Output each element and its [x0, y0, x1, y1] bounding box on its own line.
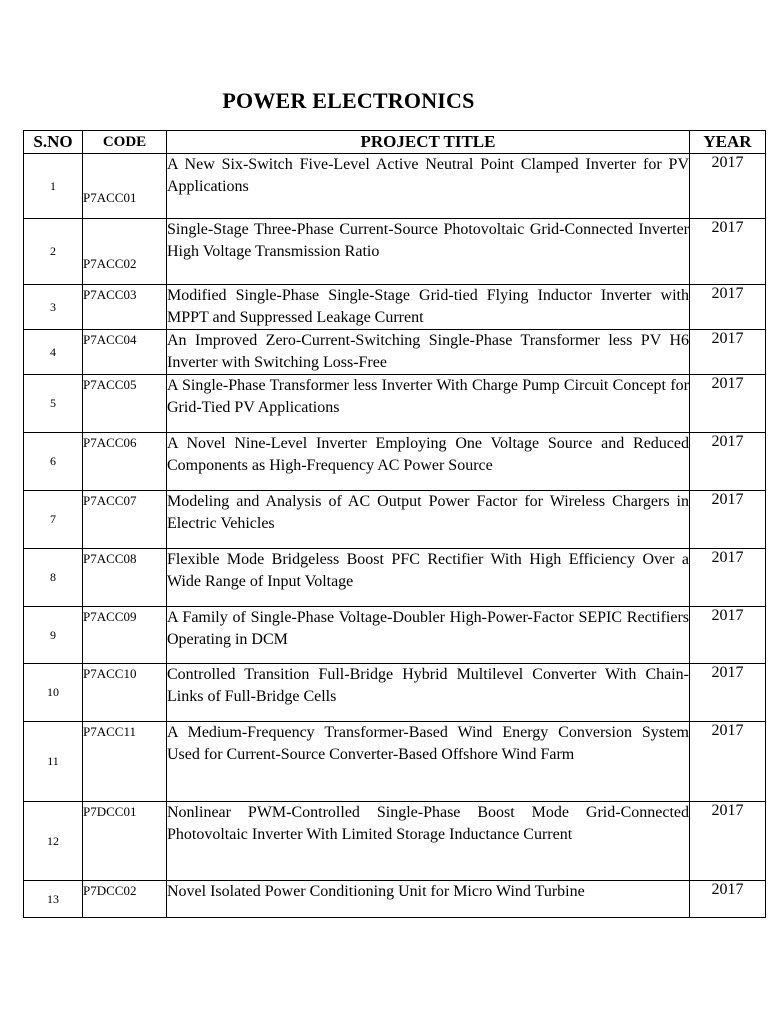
row-code: P7DCC01	[83, 802, 167, 881]
row-sno: 3	[24, 285, 83, 330]
table-header-row	[24, 131, 766, 154]
row-code: P7ACC10	[83, 664, 167, 722]
row-year: 2017	[690, 285, 766, 330]
row-sno: 11	[24, 722, 83, 802]
row-code: P7ACC01	[83, 154, 167, 219]
row-year: 2017	[690, 881, 766, 918]
row-title: Modified Single-Phase Single-Stage Grid-tied Flying Inductor Inverter with MPPT and Suppressed Leakage Current	[167, 285, 690, 330]
row-sno: 2	[24, 219, 83, 285]
table-row	[24, 433, 766, 491]
row-sno: 7	[24, 491, 83, 549]
row-code: P7ACC11	[83, 722, 167, 802]
row-title: A Single-Phase Transformer less Inverter With Charge Pump Circuit Concept for Grid-Tied PV Applications	[167, 375, 690, 433]
table-row	[24, 549, 766, 607]
table-row	[24, 802, 766, 881]
row-year: 2017	[690, 219, 766, 285]
row-sno: 8	[24, 549, 83, 607]
row-year: 2017	[690, 491, 766, 549]
page-title: POWER ELECTRONICS	[222, 88, 475, 113]
row-title: Novel Isolated Power Conditioning Unit for Micro Wind Turbine	[167, 881, 690, 918]
header-code: CODE	[83, 131, 167, 154]
table-row	[24, 722, 766, 802]
row-year: 2017	[690, 664, 766, 722]
row-sno: 12	[24, 802, 83, 881]
row-year: 2017	[690, 433, 766, 491]
row-title: An Improved Zero-Current-Switching Single-Phase Transformer less PV H6 Inverter with Switching Loss-Free	[167, 330, 690, 375]
row-sno: 6	[24, 433, 83, 491]
row-code: P7ACC03	[83, 285, 167, 330]
row-sno: 5	[24, 375, 83, 433]
row-code: P7ACC04	[83, 330, 167, 375]
row-title: Single-Stage Three-Phase Current-Source Photovoltaic Grid-Connected Inverter High Voltage Transmission Ratio	[167, 219, 690, 285]
projects-table	[23, 130, 766, 918]
row-sno: 9	[24, 607, 83, 664]
row-code: P7ACC06	[83, 433, 167, 491]
header-year: YEAR	[690, 131, 766, 154]
row-code: P7ACC02	[83, 219, 167, 285]
row-year: 2017	[690, 330, 766, 375]
row-code: P7DCC02	[83, 881, 167, 918]
row-title: A Family of Single-Phase Voltage-Doubler High-Power-Factor SEPIC Rectifiers Operating in DCM	[167, 607, 690, 664]
row-title: A Novel Nine-Level Inverter Employing One Voltage Source and Reduced Components as High-Frequency AC Power Source	[167, 433, 690, 491]
header-sno: S.NO	[24, 131, 83, 154]
row-code: P7ACC09	[83, 607, 167, 664]
row-title: Nonlinear PWM-Controlled Single-Phase Boost Mode Grid-Connected Photovoltaic Inverter With Limited Storage Inductance Current	[167, 802, 690, 881]
row-year: 2017	[690, 722, 766, 802]
table-row	[24, 219, 766, 285]
table-row	[24, 491, 766, 549]
table-row	[24, 607, 766, 664]
row-year: 2017	[690, 154, 766, 219]
row-year: 2017	[690, 607, 766, 664]
table-row	[24, 154, 766, 219]
table-row	[24, 375, 766, 433]
table-row	[24, 285, 766, 330]
row-title: A Medium-Frequency Transformer-Based Wind Energy Conversion System Used for Current-Source Converter-Based Offshore Wind Farm	[167, 722, 690, 802]
row-title: A New Six-Switch Five-Level Active Neutral Point Clamped Inverter for PV Applications	[167, 154, 690, 219]
row-code: P7ACC07	[83, 491, 167, 549]
header-project-title: PROJECT TITLE	[167, 131, 690, 154]
table-row	[24, 881, 766, 918]
table-row	[24, 330, 766, 375]
row-sno: 13	[24, 881, 83, 918]
row-year: 2017	[690, 375, 766, 433]
row-year: 2017	[690, 802, 766, 881]
row-sno: 4	[24, 330, 83, 375]
row-title: Flexible Mode Bridgeless Boost PFC Rectifier With High Efficiency Over a Wide Range of Input Voltage	[167, 549, 690, 607]
row-title: Modeling and Analysis of AC Output Power Factor for Wireless Chargers in Electric Vehicles	[167, 491, 690, 549]
row-code: P7ACC05	[83, 375, 167, 433]
row-title: Controlled Transition Full-Bridge Hybrid Multilevel Converter With Chain-Links of Full-Bridge Cells	[167, 664, 690, 722]
row-year: 2017	[690, 549, 766, 607]
row-sno: 1	[24, 154, 83, 219]
row-code: P7ACC08	[83, 549, 167, 607]
row-sno: 10	[24, 664, 83, 722]
table-row	[24, 664, 766, 722]
